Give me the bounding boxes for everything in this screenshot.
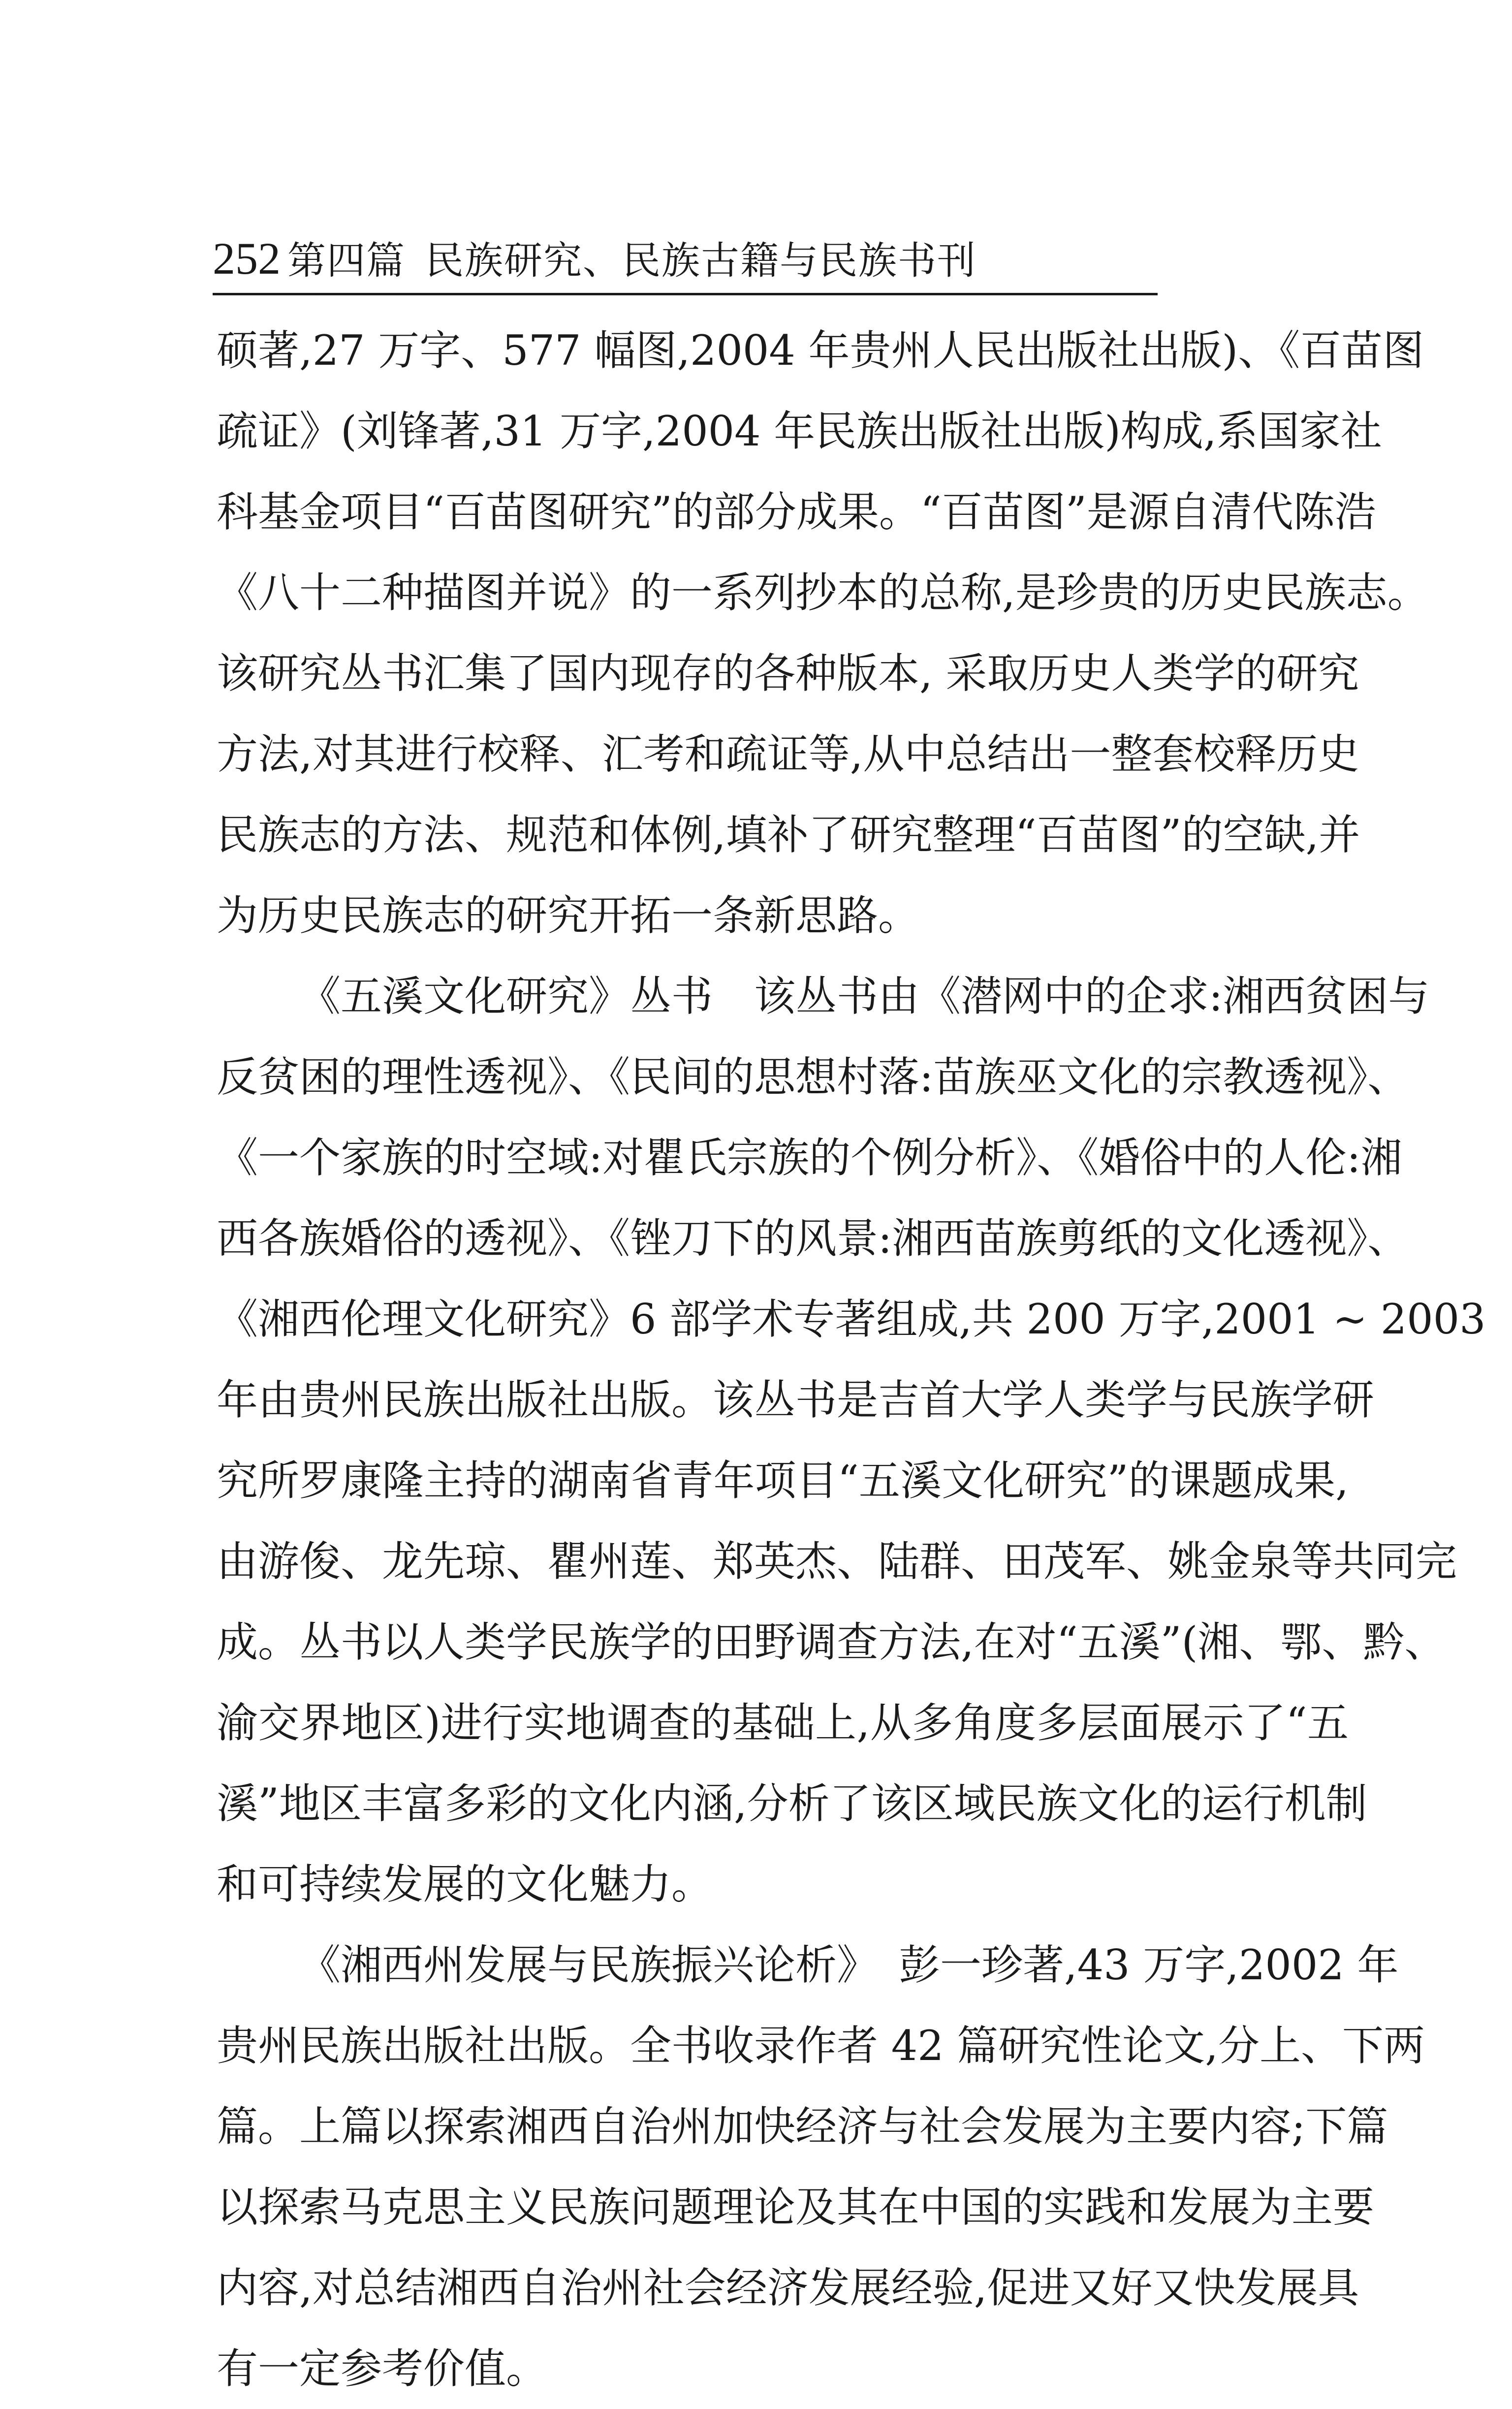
text-line: 硕著,27 万字、577 幅图,2004 年贵州人民出版社出版)、《百苗图 xyxy=(217,326,1424,375)
text-line: 《八十二种描图并说》的一系列抄本的总称,是珍贵的历史民族志。 xyxy=(217,569,1429,617)
text-line: 由游俊、龙先琼、瞿州莲、郑英杰、陆群、田茂军、姚金泉等共同完 xyxy=(217,1537,1457,1585)
text-line: 《湘西伦理文化研究》6 部学术专著组成,共 200 万字,2001 ~ 2003 xyxy=(217,1295,1486,1343)
text-line: 《湘西州发展与民族振兴论析》 彭一珍著,43 万字,2002 年 xyxy=(299,1941,1399,1989)
text-line: 和可持续发展的文化魅力。 xyxy=(217,1860,713,1908)
text-line: 有一定参考价值。 xyxy=(217,2345,548,2393)
text-line: 篇。上篇以探索湘西自治州加快经济与社会发展为主要内容;下篇 xyxy=(217,2102,1388,2151)
text-line: 贵州民族出版社出版。全书收录作者 42 篇研究性论文,分上、下两 xyxy=(217,2022,1425,2070)
text-line: 为历史民族志的研究开拓一条新思路。 xyxy=(217,891,920,940)
text-line: 年由贵州民族出版社出版。该丛书是吉首大学人类学与民族学研 xyxy=(217,1376,1375,1424)
text-line: 《一个家族的时空域:对瞿氏宗族的个例分析》、《婚俗中的人伦:湘 xyxy=(217,1134,1402,1182)
part-title: 第四篇 xyxy=(287,239,406,283)
text-line: 科基金项目“百苗图研究”的部分成果。“百苗图”是源自清代陈浩 xyxy=(217,488,1376,536)
text-line: 渝交界地区)进行实地调查的基础上,从多角度多层面展示了“五 xyxy=(217,1699,1349,1747)
text-line: 反贫困的理性透视》、《民间的思想村落:苗族巫文化的宗教透视》、 xyxy=(217,1053,1409,1101)
text-line: 究所罗康隆主持的湖南省青年项目“五溪文化研究”的课题成果, xyxy=(217,1457,1349,1505)
text-line: 溪”地区丰富多彩的文化内涵,分析了该区域民族文化的运行机制 xyxy=(217,1779,1367,1828)
text-line: 内容,对总结湘西自治州社会经济发展经验,促进又好又快发展具 xyxy=(217,2264,1359,2312)
section-title: 民族研究、民族古籍与民族书刊 xyxy=(425,239,977,283)
text-line: 方法,对其进行校释、汇考和疏证等,从中总结出一整套校释历史 xyxy=(217,730,1359,778)
body-text xyxy=(217,310,1486,2409)
text-line: 西各族婚俗的透视》、《锉刀下的风景:湘西苗族剪纸的文化透视》、 xyxy=(217,1214,1409,1263)
page-number: 252 xyxy=(213,233,281,284)
text-line: 成。丛书以人类学民族学的田野调查方法,在对“五溪”(湘、鄂、黔、 xyxy=(217,1618,1446,1666)
running-head xyxy=(213,231,1158,295)
text-line: 民族志的方法、规范和体例,填补了研究整理“百苗图”的空缺,并 xyxy=(217,811,1360,859)
text-line: 该研究丛书汇集了国内现存的各种版本, 采取历史人类学的研究 xyxy=(217,649,1359,697)
text-line: 疏证》(刘锋著,31 万字,2004 年民族出版社出版)构成,系国家社 xyxy=(217,407,1382,455)
text-line: 《五溪文化研究》丛书 该丛书由《潜网中的企求:湘西贫困与 xyxy=(299,972,1430,1020)
text-line: 以探索马克思主义民族问题理论及其在中国的实践和发展为主要 xyxy=(217,2183,1375,2231)
